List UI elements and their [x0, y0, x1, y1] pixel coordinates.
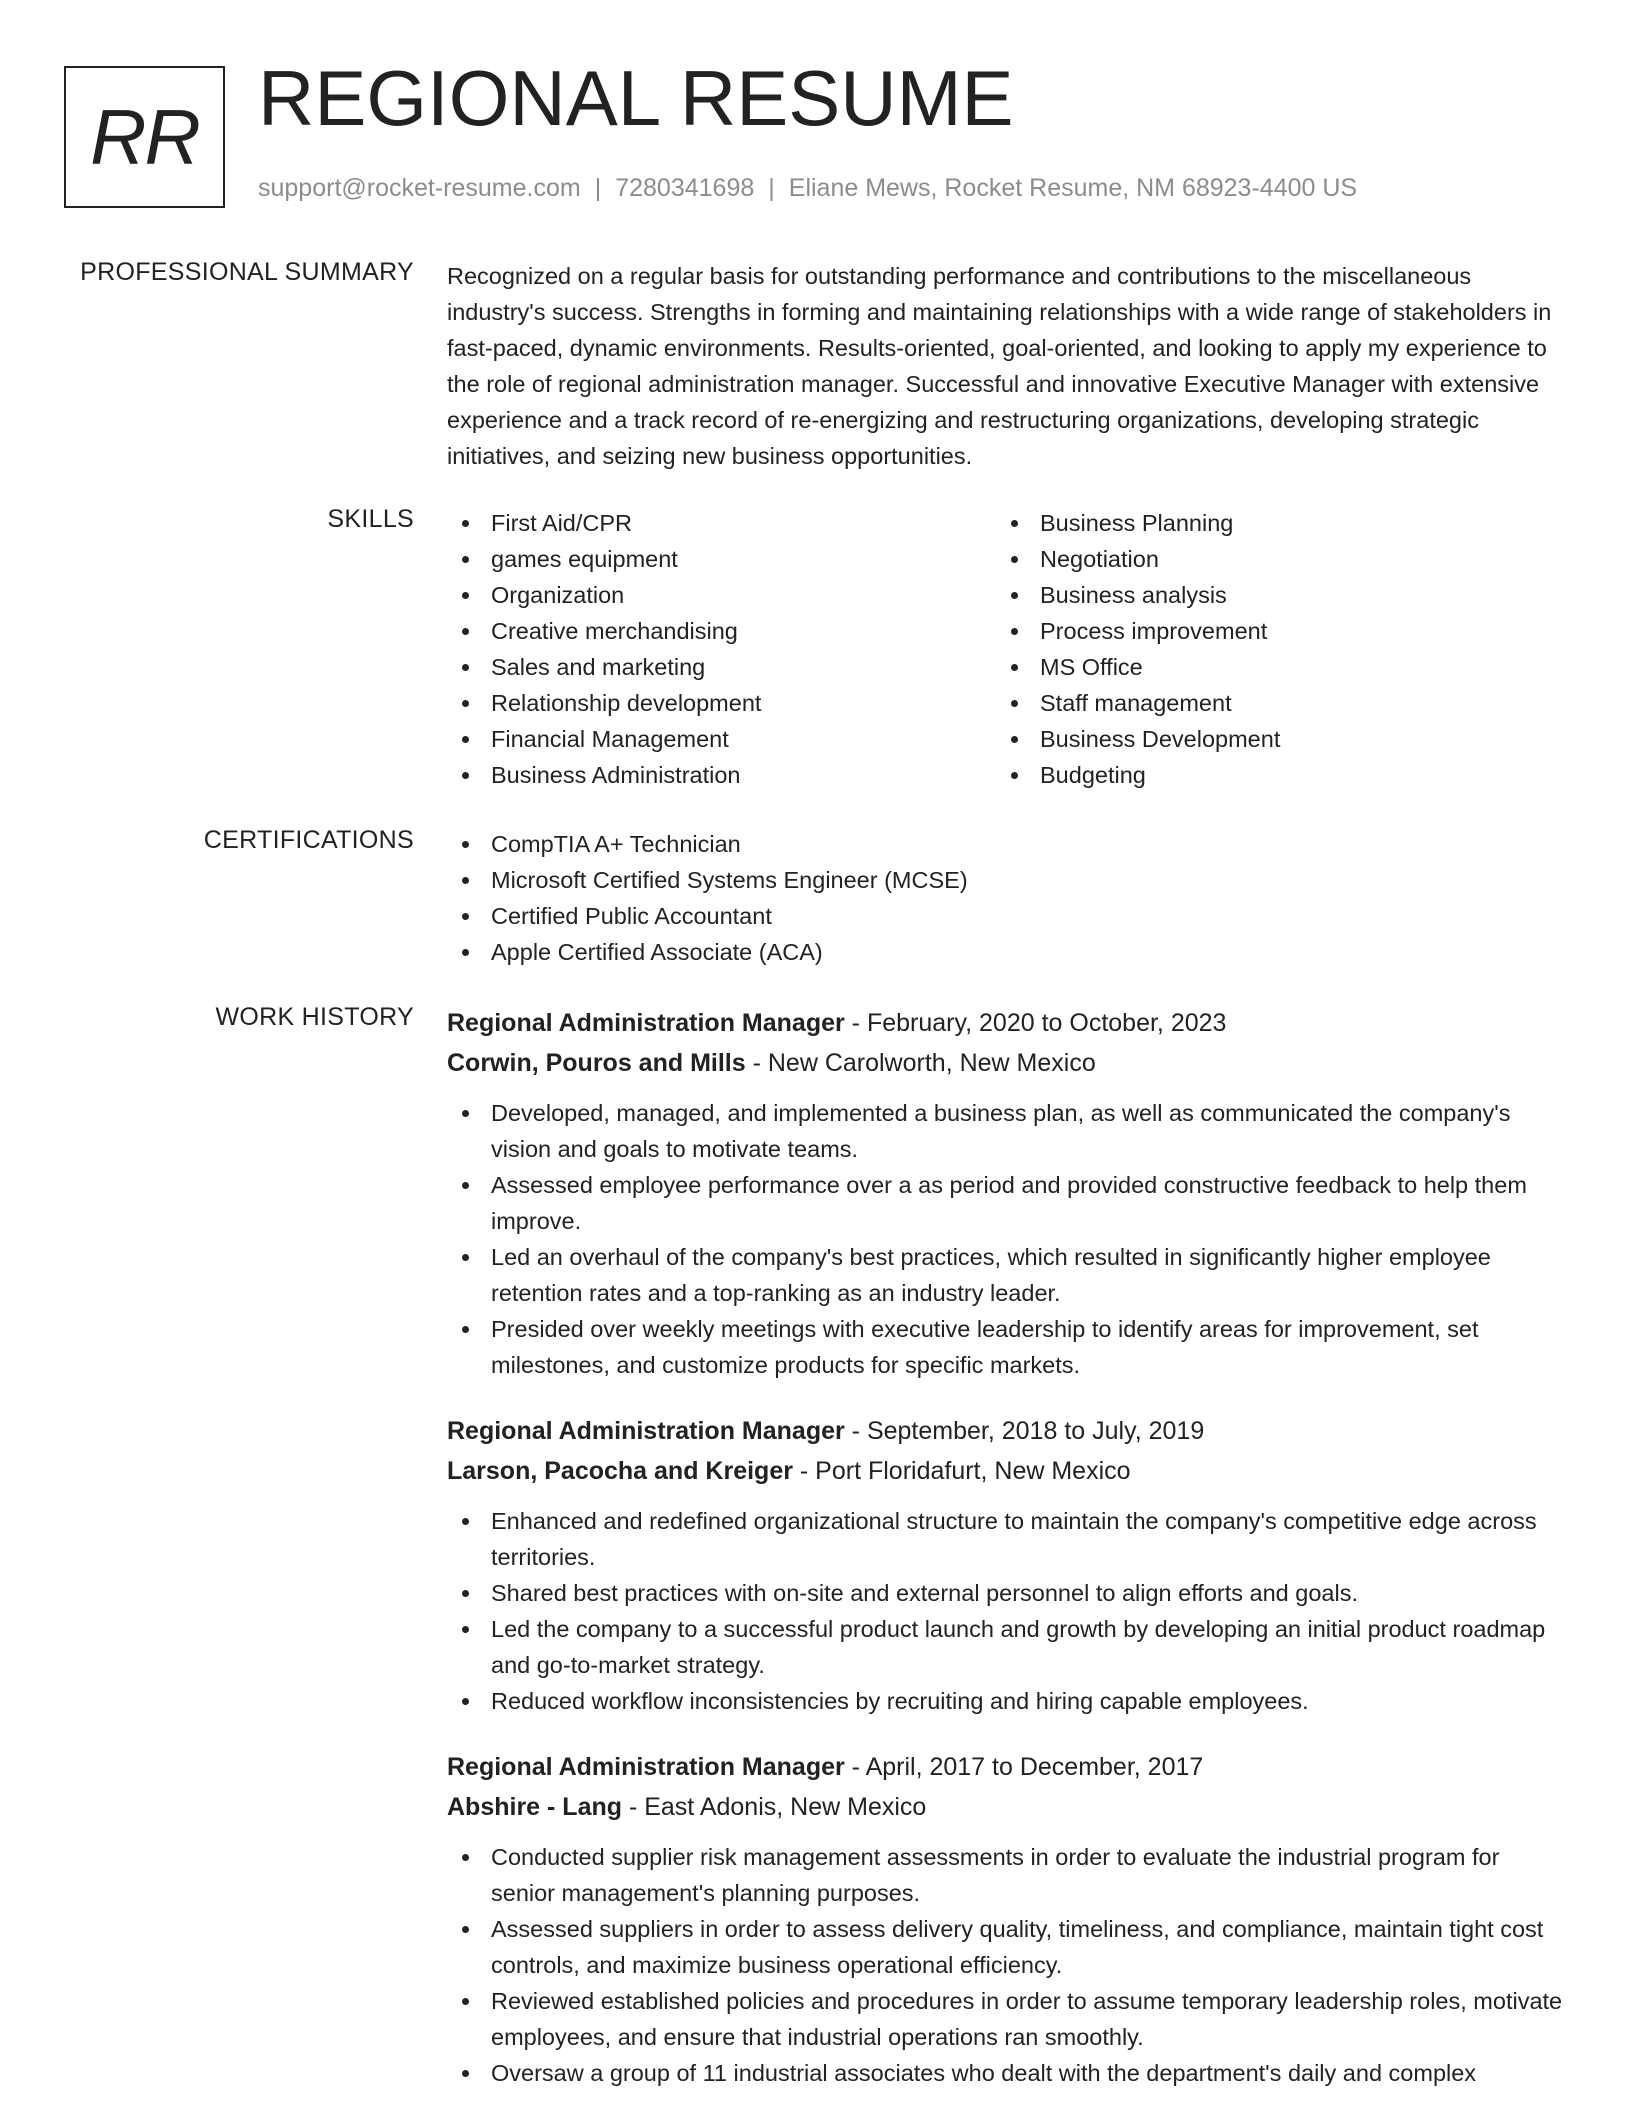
job-entry	[447, 1003, 1567, 1383]
job-title: Regional Administration Manager	[447, 1753, 845, 1781]
skill-item: MS Office	[996, 649, 1545, 685]
skill-item: Creative merchandising	[447, 613, 996, 649]
job-bullet: Developed, managed, and implemented a business plan, as well as communicated the company's vision and goals to motivate teams.	[447, 1095, 1567, 1167]
job-company: Corwin, Pouros and Mills	[447, 1049, 746, 1077]
contact-address: Eliane Mews, Rocket Resume, NM 68923-4400 US	[788, 174, 1358, 202]
skill-item: Staff management	[996, 685, 1545, 721]
job-bullet: Reviewed established policies and procedures in order to assume temporary leadership roles, motivate employees, and ensure that industrial operations ran smoothly.	[447, 1983, 1567, 2055]
job-bullet: Presided over weekly meetings with executive leadership to identify areas for improvement, set milestones, and customize products for specific markets.	[447, 1311, 1567, 1383]
skill-item: Business Development	[996, 721, 1545, 757]
contact-separator: |	[594, 174, 602, 202]
job-title-line	[447, 1411, 1567, 1451]
skill-item: Financial Management	[447, 721, 996, 757]
skill-item: Budgeting	[996, 757, 1545, 793]
job-dates: - April, 2017 to December, 2017	[844, 1753, 1204, 1781]
job-location: - Port Floridafurt, New Mexico	[792, 1457, 1131, 1485]
job-bullet: Assessed employee performance over a as period and provided constructive feedback to help them improve.	[447, 1167, 1567, 1239]
job-dates: - February, 2020 to October, 2023	[844, 1009, 1227, 1037]
job-bullet: Led an overhaul of the company's best practices, which resulted in significantly higher employee retention rates and a top-ranking as an industry leader.	[447, 1239, 1567, 1311]
contact-phone[interactable]: 7280341698	[615, 174, 755, 202]
skill-item: Business Planning	[996, 505, 1545, 541]
certification-item: Certified Public Accountant	[447, 898, 1567, 934]
skill-item: First Aid/CPR	[447, 505, 996, 541]
contact-email[interactable]: support@rocket-resume.com	[258, 174, 581, 202]
job-company: Abshire - Lang	[447, 1793, 623, 1821]
skill-item: Negotiation	[996, 541, 1545, 577]
job-location: - East Adonis, New Mexico	[622, 1793, 927, 1821]
job-bullet: Reduced workflow inconsistencies by recruiting and hiring capable employees.	[447, 1683, 1567, 1719]
job-company-line	[447, 1451, 1567, 1491]
summary-label: PROFESSIONAL SUMMARY	[80, 258, 414, 286]
work-history-label: WORK HISTORY	[215, 1003, 414, 1031]
certifications-list	[447, 826, 1567, 970]
job-title-line	[447, 1747, 1567, 1787]
job-title: Regional Administration Manager	[447, 1417, 845, 1445]
skills-label: SKILLS	[327, 505, 414, 533]
job-company: Larson, Pacocha and Kreiger	[447, 1457, 793, 1485]
certification-item: Apple Certified Associate (ACA)	[447, 934, 1567, 970]
job-entry	[447, 1411, 1567, 1719]
job-bullet: Enhanced and redefined organizational structure to maintain the company's competitive edge across territories.	[447, 1503, 1567, 1575]
certification-item: CompTIA A+ Technician	[447, 826, 1567, 862]
work-history-list	[447, 1003, 1567, 2112]
job-entry	[447, 1747, 1567, 2091]
skills-list-left	[447, 505, 996, 793]
skill-item: Process improvement	[996, 613, 1545, 649]
job-company-line	[447, 1043, 1567, 1083]
summary-text: Recognized on a regular basis for outstanding performance and contributions to the miscellaneous industry's success. Strengths in forming and maintaining relationships with a wide range of stakeholders in fast-paced, dynamic environments. Results-oriented, goal-oriented, and looking to apply my experience to the role of regional administration manager. Successful and innovative Executive Manager with extensive experience and a track record of re-energizing and restructuring organizations, developing strategic initiatives, and seizing new business opportunities.	[447, 263, 1552, 469]
certifications-label: CERTIFICATIONS	[203, 826, 414, 854]
skills-list-right	[996, 505, 1545, 793]
contact-separator: |	[768, 174, 775, 202]
job-location: - New Carolworth, New Mexico	[745, 1049, 1096, 1077]
skill-item: Sales and marketing	[447, 649, 996, 685]
job-company-line	[447, 1787, 1567, 1827]
job-bullet: Shared best practices with on-site and external personnel to align efforts and goals.	[447, 1575, 1567, 1611]
job-bullets	[447, 1095, 1567, 1383]
skill-item: Organization	[447, 577, 996, 613]
skill-item: Relationship development	[447, 685, 996, 721]
certification-item: Microsoft Certified Systems Engineer (MCSE)	[447, 862, 1567, 898]
skill-item: Business analysis	[996, 577, 1545, 613]
skill-item: Business Administration	[447, 757, 996, 793]
job-dates: - September, 2018 to July, 2019	[844, 1417, 1205, 1445]
job-bullet: Assessed suppliers in order to assess delivery quality, timeliness, and compliance, maintain tight cost controls, and maximize business operational efficiency.	[447, 1911, 1567, 1983]
job-bullet: Led the company to a successful product launch and growth by developing an initial product roadmap and go-to-market strategy.	[447, 1611, 1567, 1683]
job-bullets	[447, 1503, 1567, 1719]
skill-item: games equipment	[447, 541, 996, 577]
contact-line	[258, 174, 1357, 203]
job-bullet: Conducted supplier risk management assessments in order to evaluate the industrial program for senior management's planning purposes.	[447, 1839, 1567, 1911]
job-bullets	[447, 1839, 1567, 2091]
monogram-logo: RR	[64, 66, 225, 208]
job-bullet: Oversaw a group of 11 industrial associates who dealt with the department's daily and complex	[447, 2055, 1567, 2091]
resume-name: REGIONAL RESUME	[258, 54, 1014, 142]
job-title-line	[447, 1003, 1567, 1043]
job-title: Regional Administration Manager	[447, 1009, 845, 1037]
